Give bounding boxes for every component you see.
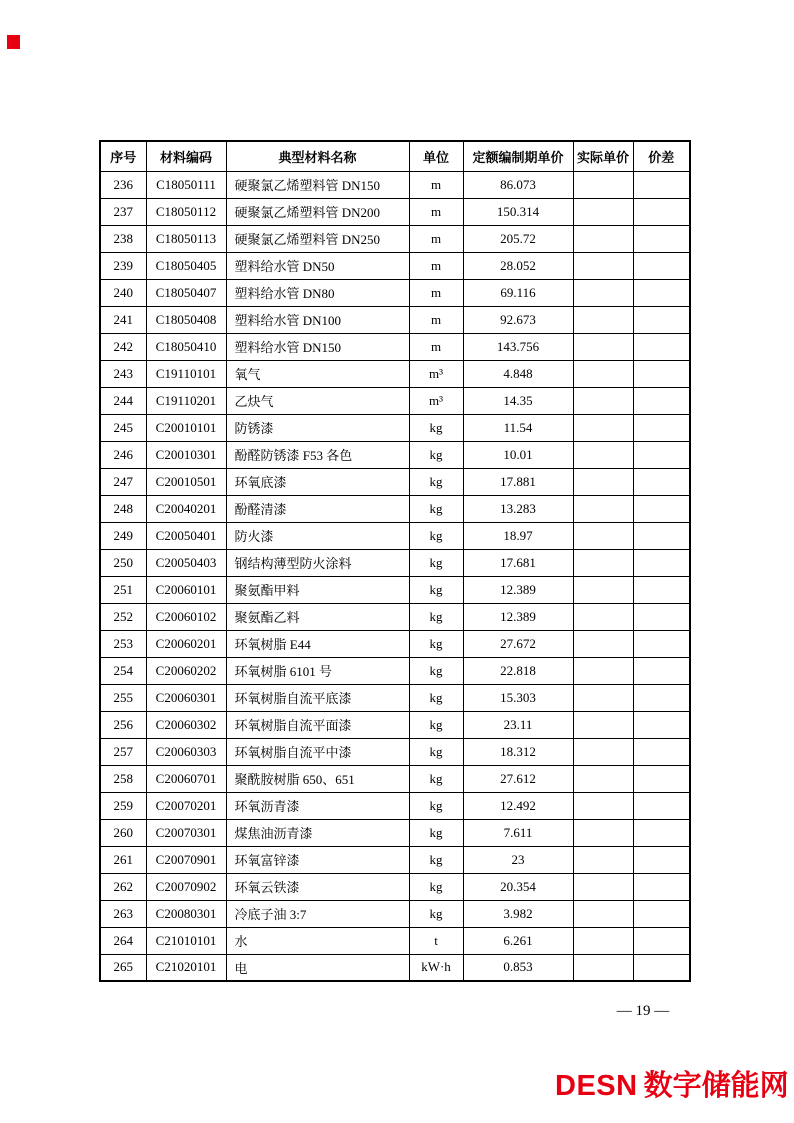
table-row <box>100 522 690 549</box>
cell-quota-price: 22.818 <box>463 657 573 684</box>
cell-quota-price: 27.612 <box>463 765 573 792</box>
cell-name: 水 <box>226 927 409 954</box>
cell-name: 聚氨酯甲料 <box>226 576 409 603</box>
cell-actual-price <box>573 387 633 414</box>
cell-code: C19110101 <box>146 360 226 387</box>
cell-name: 冷底子油 3:7 <box>226 900 409 927</box>
cell-price-diff <box>633 441 690 468</box>
cell-no: 262 <box>100 873 146 900</box>
cell-no: 239 <box>100 252 146 279</box>
cell-name: 钢结构薄型防火涂料 <box>226 549 409 576</box>
cell-name: 环氧树脂 E44 <box>226 630 409 657</box>
cell-unit: kg <box>409 630 463 657</box>
cell-quota-price: 10.01 <box>463 441 573 468</box>
cell-quota-price: 23.11 <box>463 711 573 738</box>
cell-actual-price <box>573 360 633 387</box>
cell-price-diff <box>633 738 690 765</box>
cell-price-diff <box>633 846 690 873</box>
cell-no: 247 <box>100 468 146 495</box>
cell-unit: kg <box>409 738 463 765</box>
cell-price-diff <box>633 171 690 198</box>
cell-no: 257 <box>100 738 146 765</box>
cell-unit: kg <box>409 792 463 819</box>
cell-no: 250 <box>100 549 146 576</box>
cell-code: C20060301 <box>146 684 226 711</box>
cell-price-diff <box>633 225 690 252</box>
cell-unit: kg <box>409 846 463 873</box>
cell-unit: m <box>409 333 463 360</box>
table-row <box>100 171 690 198</box>
cell-price-diff <box>633 630 690 657</box>
table-row <box>100 819 690 846</box>
cell-code: C20070902 <box>146 873 226 900</box>
cell-unit: kW·h <box>409 954 463 981</box>
cell-name: 硬聚氯乙烯塑料管 DN250 <box>226 225 409 252</box>
cell-code: C20080301 <box>146 900 226 927</box>
cell-actual-price <box>573 333 633 360</box>
cell-unit: kg <box>409 441 463 468</box>
cell-quota-price: 205.72 <box>463 225 573 252</box>
table-header-row <box>100 141 690 171</box>
cell-unit: m <box>409 252 463 279</box>
cell-unit: m <box>409 225 463 252</box>
table-row <box>100 684 690 711</box>
cell-no: 256 <box>100 711 146 738</box>
table-body <box>100 171 690 981</box>
cell-unit: kg <box>409 819 463 846</box>
cell-code: C18050405 <box>146 252 226 279</box>
cell-actual-price <box>573 198 633 225</box>
cell-price-diff <box>633 306 690 333</box>
cell-quota-price: 3.982 <box>463 900 573 927</box>
cell-no: 258 <box>100 765 146 792</box>
cell-price-diff <box>633 765 690 792</box>
cell-price-diff <box>633 927 690 954</box>
cell-price-diff <box>633 387 690 414</box>
table-row <box>100 576 690 603</box>
cell-quota-price: 27.672 <box>463 630 573 657</box>
cell-name: 塑料给水管 DN150 <box>226 333 409 360</box>
cell-name: 环氧沥青漆 <box>226 792 409 819</box>
cell-no: 238 <box>100 225 146 252</box>
cell-name: 聚氨酯乙料 <box>226 603 409 630</box>
cell-code: C20060303 <box>146 738 226 765</box>
cell-actual-price <box>573 954 633 981</box>
cell-no: 242 <box>100 333 146 360</box>
cell-actual-price <box>573 225 633 252</box>
cell-name: 防火漆 <box>226 522 409 549</box>
cell-name: 环氧树脂 6101 号 <box>226 657 409 684</box>
cell-name: 乙炔气 <box>226 387 409 414</box>
cell-price-diff <box>633 684 690 711</box>
table-row <box>100 657 690 684</box>
cell-unit: m³ <box>409 387 463 414</box>
cell-code: C20070301 <box>146 819 226 846</box>
cell-name: 塑料给水管 DN50 <box>226 252 409 279</box>
cell-unit: kg <box>409 657 463 684</box>
table-row <box>100 873 690 900</box>
cell-name: 环氧树脂自流平面漆 <box>226 711 409 738</box>
cell-code: C21020101 <box>146 954 226 981</box>
table-row <box>100 387 690 414</box>
table-row <box>100 927 690 954</box>
cell-price-diff <box>633 873 690 900</box>
cell-actual-price <box>573 495 633 522</box>
cell-code: C20070901 <box>146 846 226 873</box>
cell-no: 255 <box>100 684 146 711</box>
table-row <box>100 630 690 657</box>
cell-price-diff <box>633 522 690 549</box>
cell-code: C18050407 <box>146 279 226 306</box>
cell-code: C20060201 <box>146 630 226 657</box>
cell-unit: m³ <box>409 360 463 387</box>
cell-price-diff <box>633 198 690 225</box>
cell-actual-price <box>573 279 633 306</box>
cell-actual-price <box>573 846 633 873</box>
cell-name: 环氧底漆 <box>226 468 409 495</box>
cell-no: 241 <box>100 306 146 333</box>
cell-price-diff <box>633 360 690 387</box>
cell-code: C19110201 <box>146 387 226 414</box>
cell-code: C20010501 <box>146 468 226 495</box>
table-row <box>100 468 690 495</box>
cell-unit: kg <box>409 495 463 522</box>
table-row <box>100 279 690 306</box>
cell-unit: kg <box>409 765 463 792</box>
cell-actual-price <box>573 927 633 954</box>
table-row <box>100 711 690 738</box>
cell-no: 263 <box>100 900 146 927</box>
cell-unit: kg <box>409 468 463 495</box>
cell-no: 240 <box>100 279 146 306</box>
cell-name: 环氧树脂自流平底漆 <box>226 684 409 711</box>
cell-quota-price: 12.492 <box>463 792 573 819</box>
cell-code: C20050403 <box>146 549 226 576</box>
cell-name: 硬聚氯乙烯塑料管 DN200 <box>226 198 409 225</box>
column-header: 实际单价 <box>573 141 633 171</box>
cell-actual-price <box>573 252 633 279</box>
cell-unit: m <box>409 279 463 306</box>
cell-price-diff <box>633 954 690 981</box>
table-row <box>100 225 690 252</box>
cell-actual-price <box>573 576 633 603</box>
cell-name: 酚醛清漆 <box>226 495 409 522</box>
cell-code: C18050112 <box>146 198 226 225</box>
table-row <box>100 603 690 630</box>
cell-code: C20060302 <box>146 711 226 738</box>
cell-quota-price: 143.756 <box>463 333 573 360</box>
cell-no: 252 <box>100 603 146 630</box>
cell-code: C20050401 <box>146 522 226 549</box>
cell-no: 261 <box>100 846 146 873</box>
table-row <box>100 198 690 225</box>
table-row <box>100 306 690 333</box>
table-row <box>100 414 690 441</box>
cell-actual-price <box>573 819 633 846</box>
cell-no: 248 <box>100 495 146 522</box>
cell-unit: kg <box>409 549 463 576</box>
cell-quota-price: 17.881 <box>463 468 573 495</box>
table-row <box>100 333 690 360</box>
cell-actual-price <box>573 765 633 792</box>
cell-quota-price: 12.389 <box>463 603 573 630</box>
cell-name: 硬聚氯乙烯塑料管 DN150 <box>226 171 409 198</box>
cell-quota-price: 20.354 <box>463 873 573 900</box>
cell-actual-price <box>573 603 633 630</box>
cell-code: C20060701 <box>146 765 226 792</box>
cell-price-diff <box>633 603 690 630</box>
cell-quota-price: 69.116 <box>463 279 573 306</box>
cell-price-diff <box>633 279 690 306</box>
cell-quota-price: 28.052 <box>463 252 573 279</box>
cell-code: C18050111 <box>146 171 226 198</box>
red-marker <box>7 35 20 49</box>
materials-price-table <box>99 140 691 982</box>
cell-name: 电 <box>226 954 409 981</box>
cell-code: C18050113 <box>146 225 226 252</box>
cell-price-diff <box>633 711 690 738</box>
cell-actual-price <box>573 549 633 576</box>
cell-quota-price: 18.312 <box>463 738 573 765</box>
cell-price-diff <box>633 468 690 495</box>
cell-code: C20010301 <box>146 441 226 468</box>
cell-code: C20060202 <box>146 657 226 684</box>
cell-no: 245 <box>100 414 146 441</box>
cell-quota-price: 13.283 <box>463 495 573 522</box>
cell-quota-price: 11.54 <box>463 414 573 441</box>
cell-unit: kg <box>409 873 463 900</box>
cell-no: 236 <box>100 171 146 198</box>
cell-actual-price <box>573 711 633 738</box>
cell-quota-price: 12.389 <box>463 576 573 603</box>
cell-actual-price <box>573 630 633 657</box>
cell-price-diff <box>633 792 690 819</box>
column-header: 价差 <box>633 141 690 171</box>
cell-actual-price <box>573 873 633 900</box>
cell-unit: kg <box>409 684 463 711</box>
desn-logo-text-en: DESN <box>555 1070 638 1102</box>
table-row <box>100 954 690 981</box>
cell-code: C20070201 <box>146 792 226 819</box>
cell-no: 254 <box>100 657 146 684</box>
desn-logo-text-cn: 数字储能网 <box>643 1070 789 1102</box>
table-row <box>100 441 690 468</box>
cell-code: C20060101 <box>146 576 226 603</box>
table-row <box>100 360 690 387</box>
cell-actual-price <box>573 306 633 333</box>
cell-name: 环氧富锌漆 <box>226 846 409 873</box>
table-row <box>100 846 690 873</box>
table-row <box>100 765 690 792</box>
table-row <box>100 900 690 927</box>
cell-code: C18050408 <box>146 306 226 333</box>
cell-quota-price: 15.303 <box>463 684 573 711</box>
cell-name: 煤焦油沥青漆 <box>226 819 409 846</box>
cell-actual-price <box>573 171 633 198</box>
cell-unit: kg <box>409 414 463 441</box>
cell-unit: t <box>409 927 463 954</box>
cell-quota-price: 92.673 <box>463 306 573 333</box>
cell-unit: kg <box>409 522 463 549</box>
column-header: 定额编制期单价 <box>463 141 573 171</box>
cell-unit: kg <box>409 711 463 738</box>
cell-price-diff <box>633 576 690 603</box>
column-header: 典型材料名称 <box>226 141 409 171</box>
cell-price-diff <box>633 657 690 684</box>
cell-quota-price: 4.848 <box>463 360 573 387</box>
cell-price-diff <box>633 333 690 360</box>
cell-quota-price: 0.853 <box>463 954 573 981</box>
cell-price-diff <box>633 414 690 441</box>
cell-quota-price: 7.611 <box>463 819 573 846</box>
cell-no: 249 <box>100 522 146 549</box>
cell-no: 259 <box>100 792 146 819</box>
cell-unit: m <box>409 198 463 225</box>
cell-actual-price <box>573 657 633 684</box>
cell-quota-price: 23 <box>463 846 573 873</box>
cell-unit: m <box>409 306 463 333</box>
cell-code: C20060102 <box>146 603 226 630</box>
cell-price-diff <box>633 900 690 927</box>
cell-no: 253 <box>100 630 146 657</box>
cell-quota-price: 17.681 <box>463 549 573 576</box>
cell-actual-price <box>573 522 633 549</box>
cell-price-diff <box>633 495 690 522</box>
cell-price-diff <box>633 252 690 279</box>
cell-unit: kg <box>409 603 463 630</box>
cell-price-diff <box>633 549 690 576</box>
cell-actual-price <box>573 684 633 711</box>
cell-actual-price <box>573 738 633 765</box>
page-number: — 19 — <box>616 1003 670 1019</box>
desn-logo <box>555 1069 789 1103</box>
table-row <box>100 792 690 819</box>
cell-name: 塑料给水管 DN80 <box>226 279 409 306</box>
cell-code: C18050410 <box>146 333 226 360</box>
cell-quota-price: 86.073 <box>463 171 573 198</box>
table-row <box>100 738 690 765</box>
cell-actual-price <box>573 900 633 927</box>
cell-code: C21010101 <box>146 927 226 954</box>
cell-unit: kg <box>409 576 463 603</box>
cell-actual-price <box>573 414 633 441</box>
cell-quota-price: 18.97 <box>463 522 573 549</box>
cell-actual-price <box>573 441 633 468</box>
cell-name: 环氧云铁漆 <box>226 873 409 900</box>
column-header: 单位 <box>409 141 463 171</box>
cell-price-diff <box>633 819 690 846</box>
cell-quota-price: 150.314 <box>463 198 573 225</box>
cell-no: 243 <box>100 360 146 387</box>
table-row <box>100 252 690 279</box>
cell-unit: m <box>409 171 463 198</box>
table-row <box>100 495 690 522</box>
cell-name: 环氧树脂自流平中漆 <box>226 738 409 765</box>
cell-name: 防锈漆 <box>226 414 409 441</box>
cell-no: 251 <box>100 576 146 603</box>
cell-actual-price <box>573 792 633 819</box>
cell-no: 264 <box>100 927 146 954</box>
cell-quota-price: 6.261 <box>463 927 573 954</box>
cell-code: C20010101 <box>146 414 226 441</box>
cell-no: 244 <box>100 387 146 414</box>
cell-name: 酚醛防锈漆 F53 各色 <box>226 441 409 468</box>
cell-quota-price: 14.35 <box>463 387 573 414</box>
cell-name: 塑料给水管 DN100 <box>226 306 409 333</box>
table-row <box>100 549 690 576</box>
column-header: 材料编码 <box>146 141 226 171</box>
cell-unit: kg <box>409 900 463 927</box>
cell-actual-price <box>573 468 633 495</box>
cell-no: 260 <box>100 819 146 846</box>
cell-code: C20040201 <box>146 495 226 522</box>
column-header: 序号 <box>100 141 146 171</box>
cell-name: 聚酰胺树脂 650、651 <box>226 765 409 792</box>
cell-no: 246 <box>100 441 146 468</box>
cell-no: 237 <box>100 198 146 225</box>
cell-no: 265 <box>100 954 146 981</box>
cell-name: 氧气 <box>226 360 409 387</box>
